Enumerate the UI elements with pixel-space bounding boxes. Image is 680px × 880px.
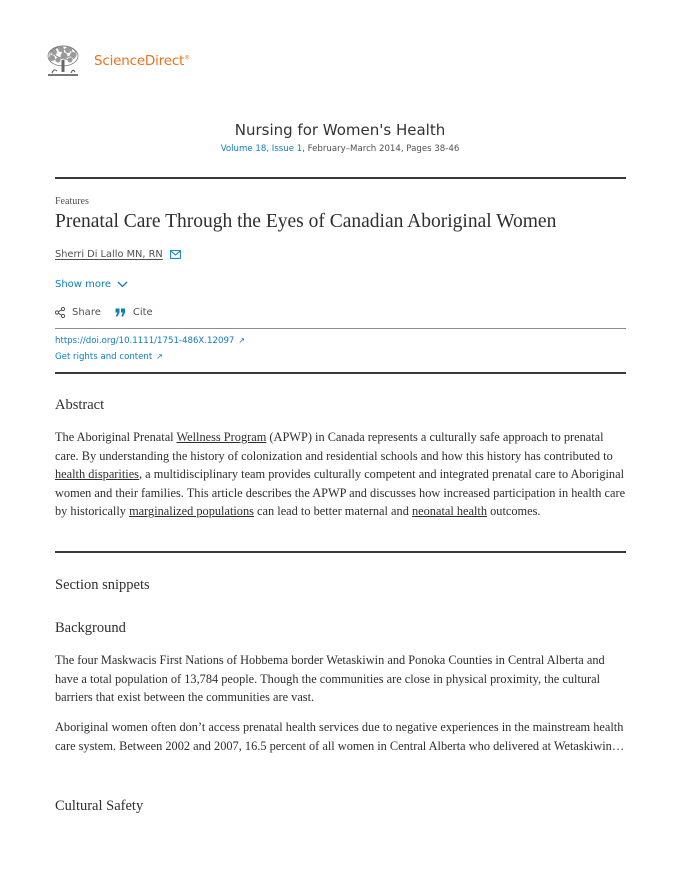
background-paragraph-1: The four Maskwacis First Nations of Hobbema border Wetaskiwin and Ponoka Counties in Central Alberta and have a total population of 13,784 people. Though the communities are close in physical proximity, the cultural barriers that exist between the communities are vast. <box>55 653 605 705</box>
abstract-heading: Abstract <box>55 397 105 413</box>
external-link-icon: ↗ <box>156 352 163 361</box>
chevron-down-icon <box>117 281 128 288</box>
doi-text: https://doi.org/10.1111/1751-486X.12097 <box>55 336 235 346</box>
journal-meta <box>0 144 680 154</box>
article-section: Features <box>55 196 89 207</box>
divider-doi <box>55 328 626 329</box>
share-label: Share <box>72 307 101 318</box>
cite-label: Cite <box>132 307 153 318</box>
rights-link[interactable] <box>55 352 163 362</box>
quote-icon <box>115 308 126 317</box>
article-title: Prenatal Care Through the Eyes of Canadian Aboriginal Women <box>55 211 557 232</box>
link-neonatal-health[interactable]: neonatal health <box>411 504 488 519</box>
link-wellness-program[interactable]: Wellness Program <box>176 430 267 444</box>
rights-text: Get rights and content <box>55 352 153 362</box>
article-actions <box>55 307 167 318</box>
share-icon <box>55 307 65 318</box>
author-line <box>55 249 181 260</box>
author-link[interactable]: Sherri Di Lallo MN, RN <box>55 249 163 260</box>
elsevier-tree-logo <box>44 44 82 78</box>
volume-issue-link[interactable]: Volume 18, Issue 1 <box>220 144 303 154</box>
divider-snippets <box>55 551 626 553</box>
doi-link[interactable] <box>55 336 245 346</box>
snippets-heading: Section snippets <box>55 577 150 593</box>
show-more-button[interactable] <box>55 279 128 290</box>
background-paragraph-2: Aboriginal women often don’t access prenatal health services due to negative experiences in the mainstream health care system. Between 2002 and 2007, 16.5 percent of all women in Central Alberta who delivered at Wetaskiwin… <box>55 720 625 753</box>
show-more-label: Show more <box>55 279 112 290</box>
cite-button[interactable] <box>115 307 153 318</box>
link-marginalized-populations[interactable]: marginalized populations <box>129 504 254 519</box>
background-heading[interactable]: Background <box>55 620 126 636</box>
external-link-icon: ↗ <box>238 336 246 345</box>
link-health-disparities[interactable]: health disparities <box>55 467 139 482</box>
journal-title[interactable]: Nursing for Women's Health <box>234 121 446 139</box>
journal-header <box>0 121 680 154</box>
cultural-safety-heading[interactable]: Cultural Safety <box>55 798 144 814</box>
divider-top <box>55 177 626 179</box>
divider-abstract <box>55 372 626 374</box>
brand-name: ScienceDirect® <box>94 53 190 69</box>
envelope-icon[interactable] <box>170 250 181 259</box>
sciencedirect-logo[interactable] <box>44 44 190 78</box>
share-button[interactable] <box>55 307 101 318</box>
abstract-text: The Aboriginal Prenatal Wellness Program (APWP) in Canada represents a culturally safe approach to prenatal care. By understanding the history of colonization and residential schools and how this history has contributed to health disparities, a multidisciplinary team provides culturally competent and integrated prenatal care to Aboriginal women and their families. This article describes the APWP and discusses how increased participation in health care by historically marginalized populations can lead to better maternal and neonatal health outcomes. <box>55 430 626 519</box>
journal-date-pages: , February–March 2014, Pages 38-46 <box>302 144 460 154</box>
